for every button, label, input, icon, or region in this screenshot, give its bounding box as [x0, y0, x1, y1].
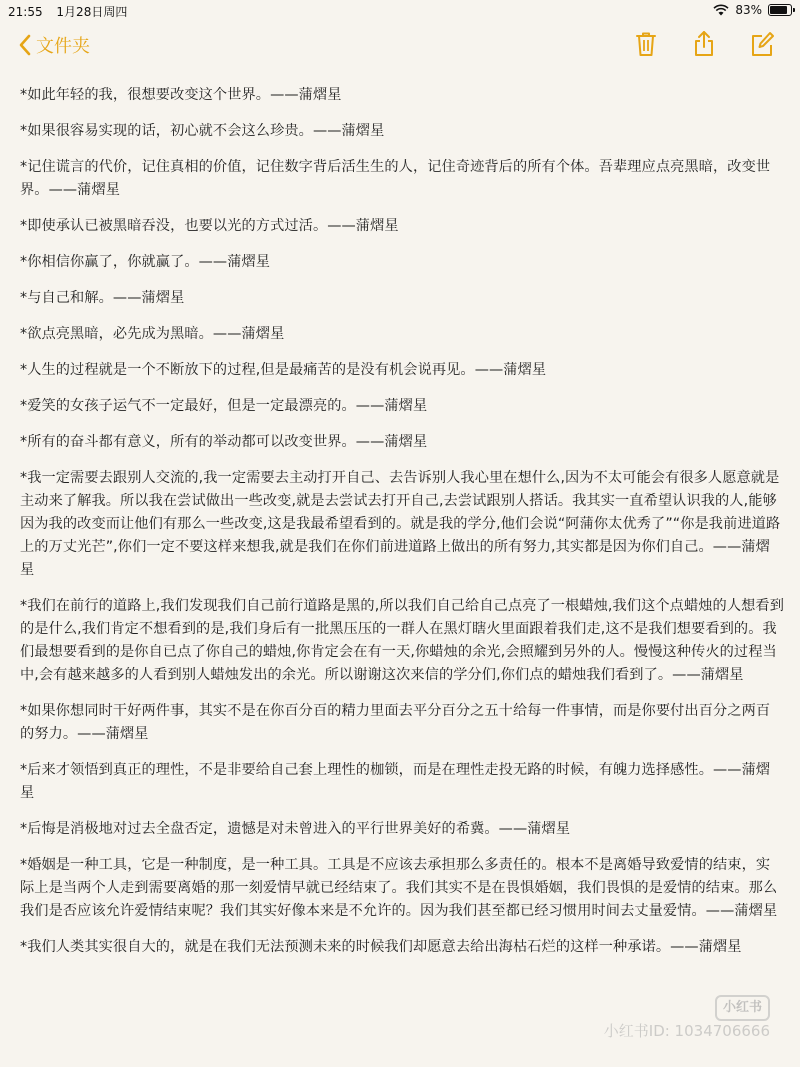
status-left	[8, 3, 137, 20]
watermark	[604, 995, 770, 1041]
nav-bar	[0, 24, 800, 68]
trash-icon[interactable]	[634, 30, 658, 58]
back-button[interactable]	[18, 32, 90, 58]
status-date: 1月28日周四	[56, 5, 128, 19]
note-paragraph: *所有的奋斗都有意义，所有的举动都可以改变世界。——蒲熠星	[20, 434, 428, 450]
status-bar	[0, 0, 800, 22]
share-icon[interactable]	[692, 30, 716, 58]
nav-actions	[634, 30, 774, 58]
note-paragraph: *如果你想同时干好两件事，其实不是在你百分百的精力里面去平分百分之五十给每一件事情，而是你要付出百分之两百的努力。——蒲熠星	[20, 703, 771, 742]
note-paragraph: *我们在前行的道路上,我们发现我们自己前行道路是黑的,所以我们自己给自己点亮了一根蜡烛,我们这个点蜡烛的人想看到的是什么,我们肯定不想看到的是,我们身后有一批黑压压的一群人在黑灯瞎火里面跟着我们走,这不是我们想要看到的。我们最想要看到的是你自已点了你自己的蜡烛,你肯定会在有一天,你蜡烛的余光,会照耀到另外的人。慢慢这种传火的过程当中,会有越来越多的人看到别人蜡烛发出的余光。所以谢谢这次来信的学分们,你们点的蜡烛我们看到了。——蒲熠星	[20, 598, 784, 683]
note-paragraph: *后来才领悟到真正的理性，不是非要给自己套上理性的枷锁，而是在理性走投无路的时候，有魄力选择感性。——蒲熠星	[20, 762, 771, 801]
note-paragraph: *你相信你赢了，你就赢了。——蒲熠星	[20, 254, 271, 270]
note-paragraph: *如此年轻的我，很想要改变这个世界。——蒲熠星	[20, 87, 342, 103]
note-paragraph: *我们人类其实很自大的，就是在我们无法预测未来的时候我们却愿意去给出海枯石烂的这样一种承诺。——蒲熠星	[20, 939, 742, 955]
note-paragraph: *人生的过程就是一个不断放下的过程,但是最痛苦的是没有机会说再见。——蒲熠星	[20, 362, 547, 378]
note-paragraph: *欲点亮黑暗，必先成为黑暗。——蒲熠星	[20, 326, 285, 342]
status-time: 21:55	[8, 5, 43, 19]
battery-icon	[768, 4, 792, 16]
status-right	[713, 3, 792, 17]
chevron-left-icon	[18, 34, 32, 56]
back-label: 文件夹	[36, 36, 90, 57]
note-paragraph: *婚姻是一种工具，它是一种制度，是一种工具。工具是不应该去承担那么多责任的。根本不是离婚导致爱情的结束，实际上是当两个人走到需要离婚的那一刻爱情早就已经结束了。我们其实不是在畏惧婚姻，我们畏惧的是爱情的结束。那么我们是否应该允许爱情结束呢？我们其实好像本来是不允许的。因为我们甚至都已经习惯用时间去丈量爱情。——蒲熠星	[20, 857, 778, 919]
note-paragraph: *记住谎言的代价，记住真相的价值，记住数字背后活生生的人，记住奇迹背后的所有个体。吾辈理应点亮黑暗，改变世界。——蒲熠星	[20, 159, 771, 198]
watermark-badge: 小红书	[715, 995, 770, 1021]
battery-fill	[770, 6, 787, 14]
note-paragraph: *如果很容易实现的话，初心就不会这么珍贵。——蒲熠星	[20, 123, 385, 139]
wifi-icon	[713, 4, 729, 16]
note-paragraph: *后悔是消极地对过去全盘否定，遗憾是对未曾进入的平行世界美好的希冀。——蒲熠星	[20, 821, 571, 837]
note-paragraph: *即使承认已被黑暗吞没，也要以光的方式过活。——蒲熠星	[20, 218, 399, 234]
note-paragraph: *我一定需要去跟别人交流的,我一定需要去主动打开自己、去告诉别人我心里在想什么,因为不太可能会有很多人愿意就是主动来了解我。所以我在尝试做出一些改变,就是去尝试去打开自己,去尝试跟别人搭话。我其实一直希望认识我的人,能够因为我的改变而让他们有那么一些改变,这是我最希望看到的。就是我的学分,他们会说“阿蒲你太优秀了”“你是我前进道路上的万丈光芒”,你们一定不要这样来想我,就是我们在你们前进道路上做出的所有努力,其实都是因为你们自己。——蒲熠星	[20, 470, 781, 578]
watermark-id: 小红书ID: 1034706666	[603, 1022, 770, 1040]
note-paragraph: *与自己和解。——蒲熠星	[20, 290, 185, 306]
note-body[interactable]	[20, 84, 784, 972]
compose-icon[interactable]	[750, 30, 774, 58]
note-paragraph: *爱笑的女孩子运气不一定最好，但是一定最漂亮的。——蒲熠星	[20, 398, 428, 414]
battery-percent: 83%	[735, 3, 762, 17]
